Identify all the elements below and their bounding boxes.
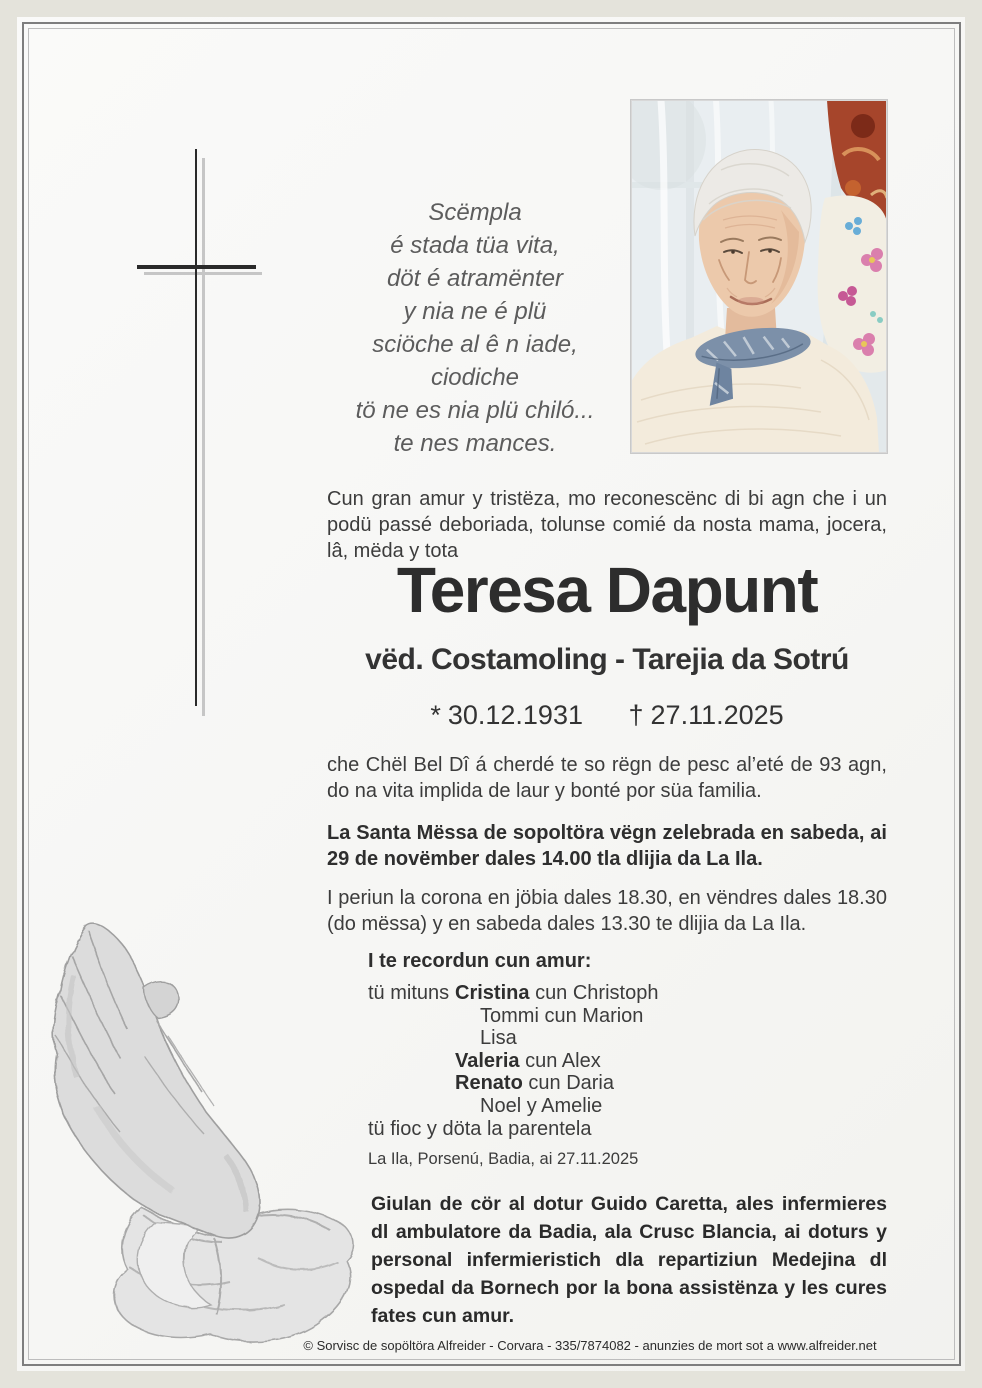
family-row xyxy=(368,982,658,1005)
intro-paragraph: Cun gran amur y tristëza, mo reconescënc di bi agn che i un podü passé deboriada, tolunse comié da nosta mama, jocera, lâ, mëda y tota xyxy=(327,488,887,562)
family-row xyxy=(368,1072,658,1095)
memorial-poem xyxy=(310,196,640,460)
poem-line: te nes mances. xyxy=(393,430,557,457)
poem-line: é stada tüa vita, xyxy=(390,232,560,259)
cross-horizontal-bar xyxy=(137,265,256,269)
deceased-name: Teresa Dapunt xyxy=(396,554,818,626)
poem-line: Scëmpla xyxy=(428,199,522,226)
birth-date: 30.12.1931 xyxy=(447,700,583,730)
family-row xyxy=(368,1027,658,1050)
family-member-name: Tommi xyxy=(480,1004,539,1027)
cross-horizontal-shadow xyxy=(144,272,262,275)
poem-line: döt é atramënter xyxy=(386,265,564,292)
family-row xyxy=(368,1095,658,1118)
death-paragraph: che Chël Bel Dî á cherdé te so rëgn de pesc al’eté de 93 agn, do na vita implida de laur y bonté por süa familia. xyxy=(327,754,887,802)
family-member-name: Valeria xyxy=(455,1049,520,1072)
family-member-partner: cun Daria xyxy=(528,1072,614,1094)
death-symbol: † xyxy=(628,700,644,730)
praying-hands-illustration xyxy=(26,916,360,1354)
thanks-paragraph: Giulan de cör al dotur Guido Caretta, ales infermieres dl ambulatore da Badia, ala Crusc Blancia, ai doturs y personal infermieristich dla repartiziun Medejina dl ospedal da Bornech por la bona assistënza y les cures fates cun amur. xyxy=(371,1193,887,1327)
funeral-notice: La Santa Mëssa de sopoltöra vëgn zelebrada en sabeda, ai 29 de novëmber dales 14.00 tla dlijia da La Ila. xyxy=(327,822,887,870)
remembrance-heading: I te recordun cun amur: xyxy=(368,950,592,972)
life-dates xyxy=(327,700,887,731)
family-row xyxy=(368,1005,658,1028)
cross-vertical-bar xyxy=(195,149,197,706)
family-member-name: Renato xyxy=(455,1072,523,1094)
portrait-illustration xyxy=(631,100,887,453)
poem-line: tö ne es nia plü chiló... xyxy=(355,397,595,424)
deceased-subtitle: vëd. Costamoling - Tarejia da Sotrú xyxy=(365,643,849,676)
family-member-partner: cun Alex xyxy=(525,1049,601,1072)
family-member-name: Noel y Amelie xyxy=(480,1094,603,1117)
poem-line: y nia ne é plü xyxy=(403,298,547,325)
family-member-partner: cun Marion xyxy=(544,1004,644,1027)
family-member-name: Cristina xyxy=(455,982,530,1004)
birth-symbol: * xyxy=(430,700,441,730)
cross-vertical-shadow xyxy=(202,158,205,716)
poem-line: ciodiche xyxy=(430,364,520,391)
funeral-service-footer: © Sorvisc de sopöltöra Alfreider - Corvara - 335/7874082 - anunzies de mort sot a www.alfreider.net xyxy=(303,1338,877,1353)
family-list xyxy=(368,982,658,1117)
relation-label: tü mituns xyxy=(368,982,450,1004)
praying-hands-sketch xyxy=(26,916,360,1354)
rosary-notice: I periun la corona en jöbia dales 18.30, en vëndres dales 18.30 (do mëssa) y en sabeda dales 13.30 te dlijia da La Ila. xyxy=(327,887,887,935)
poem-line: sciöche al ê n iade, xyxy=(372,331,578,358)
family-row xyxy=(368,1050,658,1073)
place-and-date: La Ila, Porsenú, Badia, ai 27.11.2025 xyxy=(368,1150,639,1168)
death-date: 27.11.2025 xyxy=(650,700,784,730)
family-member-name: Lisa xyxy=(480,1027,517,1049)
portrait-photo xyxy=(630,99,888,454)
family-closing: tü fioc y döta la parentela xyxy=(368,1118,592,1140)
family-member-partner: cun Christoph xyxy=(535,982,659,1004)
